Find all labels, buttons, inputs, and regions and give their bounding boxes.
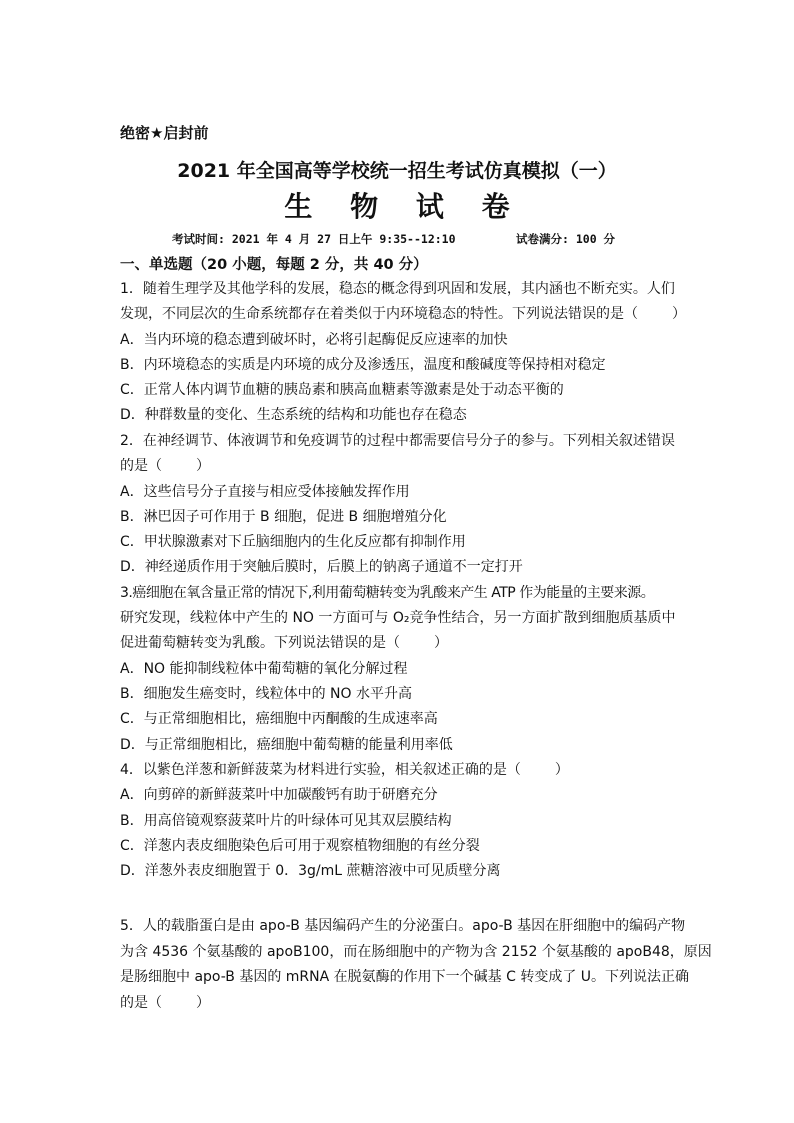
q1-stem-text: 发现，不同层次的生命系统都存在着类似于内环境稳态的特性。下列说法错误的是（ <box>120 306 638 322</box>
q5-stem-line <box>120 992 680 1012</box>
q4-stem-paren: ） <box>554 762 569 778</box>
q1-option-a: A．当内环境的稳态遭到破坏时，必将引起酶促反应速率的加快 <box>120 332 508 348</box>
q1-stem-paren: ） <box>672 306 686 322</box>
q1-option-c: C．正常人体内调节血糖的胰岛素和胰高血糖素等激素是处于动态平衡的 <box>120 382 564 398</box>
q2-option-a: A．这些信号分子直接与相应受体接触发挥作用 <box>120 484 410 500</box>
full-score: 试卷满分: 100 分 <box>516 232 616 246</box>
q3-stem-line <box>120 632 680 652</box>
q3-option-a: A．NO 能抑制线粒体中葡萄糖的氧化分解过程 <box>120 661 408 677</box>
q4-option-d: D．洋葱外表皮细胞置于 0．3g/mL 蔗糖溶液中可见质壁分离 <box>120 863 501 879</box>
q4-option-a: A．向剪碎的新鲜菠菜叶中加碳酸钙有助于研磨充分 <box>120 787 438 803</box>
q3-stem-line: 研究发现，线粒体中产生的 NO 一方面可与 O₂竞争性结合，另一方面扩散到细胞质基质中 <box>120 610 676 626</box>
q3-option-c: C．与正常细胞相比，癌细胞中丙酮酸的生成速率高 <box>120 711 438 727</box>
q4-option-b: B．用高倍镜观察菠菜叶片的叶绿体可见其双层膜结构 <box>120 813 452 829</box>
q3-stem-paren: ） <box>434 635 448 651</box>
q3-stem-text: 促进葡萄糖转变为乳酸。下列说法错误的是（ <box>120 635 400 651</box>
q2-option-b: B．淋巴因子可作用于 B 细胞，促进 B 细胞增殖分化 <box>120 509 447 525</box>
section-heading: 一、单选题（20 小题，每题 2 分，共 40 分） <box>120 257 428 273</box>
q2-option-c: C．甲状腺激素对下丘脑细胞内的生化反应都有抑制作用 <box>120 534 466 550</box>
subject-title: 生 物 试 卷 <box>284 190 524 223</box>
q1-stem-line: 1．随着生理学及其他学科的发展，稳态的概念得到巩固和发展，其内涵也不断充实。人们 <box>120 281 675 297</box>
q4-stem-line <box>120 759 680 779</box>
q3-option-d: D．与正常细胞相比，癌细胞中葡萄糖的能量利用率低 <box>120 737 453 753</box>
q2-option-d: D．神经递质作用于突触后膜时，后膜上的钠离子通道不一定打开 <box>120 559 523 575</box>
q1-option-d: D．种群数量的变化、生态系统的结构和功能也存在稳态 <box>120 407 467 423</box>
q2-stem-paren: ） <box>196 458 210 474</box>
q2-stem-text: 的是（ <box>120 458 162 474</box>
q5-stem-paren: ） <box>196 995 210 1011</box>
q4-stem-text: 4．以紫色洋葱和新鲜菠菜为材料进行实验，相关叙述正确的是（ <box>120 762 521 778</box>
q1-option-b: B．内环境稳态的实质是内环境的成分及渗透压，温度和酸碱度等保持相对稳定 <box>120 357 606 373</box>
q5-stem-line: 5．人的载脂蛋白是由 apo-B 基因编码产生的分泌蛋白。apo-B 基因在肝细胞中的编码产物 <box>120 918 686 934</box>
q2-stem-line <box>120 455 680 475</box>
q2-stem-line: 2．在神经调节、体液调节和免疫调节的过程中都需要信号分子的参与。下列相关叙述错误 <box>120 433 675 449</box>
q3-stem-line: 3.癌细胞在氧含量正常的情况下,利用葡萄糖转变为乳酸来产生 ATP 作为能量的主要来源。 <box>120 585 655 601</box>
exam-title: 2021 年全国高等学校统一招生考试仿真模拟（一） <box>177 160 617 182</box>
q5-stem-text: 的是（ <box>120 995 162 1011</box>
q4-option-c: C．洋葱内表皮细胞染色后可用于观察植物细胞的有丝分裂 <box>120 838 480 854</box>
q1-stem-line <box>120 303 686 323</box>
confidential-label: 绝密★启封前 <box>120 124 209 142</box>
q3-option-b: B．细胞发生癌变时，线粒体中的 NO 水平升高 <box>120 686 412 702</box>
q5-stem-line: 是肠细胞中 apo-B 基因的 mRNA 在脱氨酶的作用下一个碱基 C 转变成了 U。下列说法正确 <box>120 969 690 985</box>
q5-stem-line: 为含 4536 个氨基酸的 apoB100，而在肠细胞中的产物为含 2152 个氨基酸的 apoB48，原因 <box>120 944 712 960</box>
exam-time: 考试时间: 2021 年 4 月 27 日上午 9:35--12:10 <box>172 232 456 246</box>
